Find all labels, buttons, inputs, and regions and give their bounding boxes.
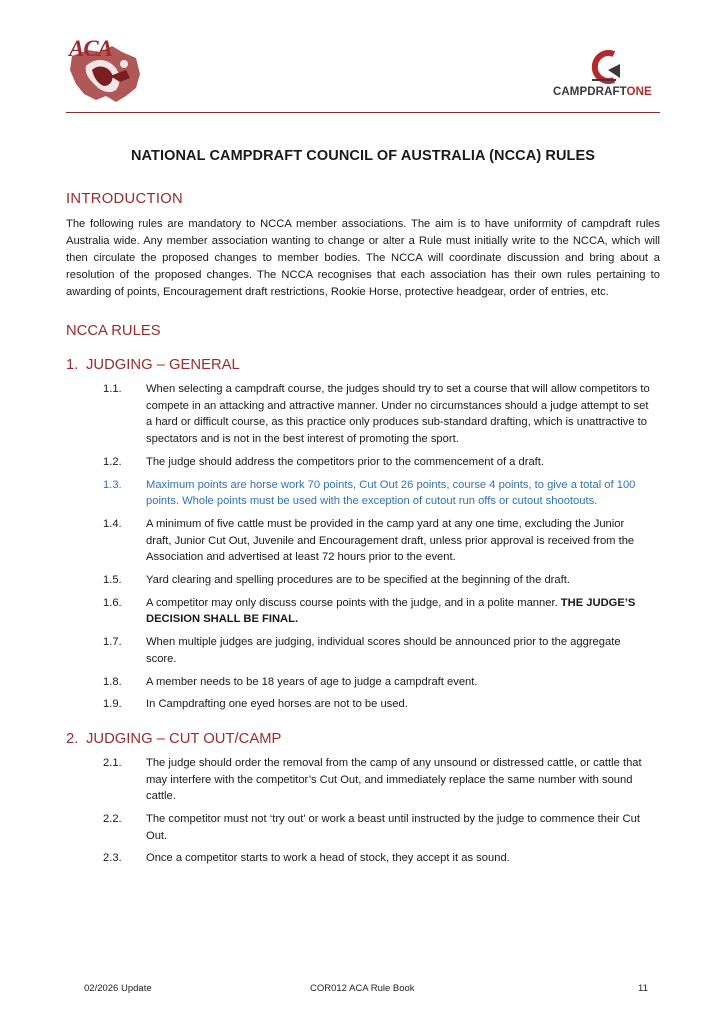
rule-2-1: 2.1. The judge should order the removal from the camp of any unsound or distressed cattle, or cattle that may interfere with the competitor’s Cut Out, and immediately replace the same number with sound cattle. (103, 756, 642, 803)
rule-1-4: 1.4. A minimum of five cattle must be provided in the camp yard at any one time, excluding the Junior draft, Junior Cut Out, Juvenile and Encouragement draft, unless prior approval is received from the Association and advertised at least 72 hours prior to the event. (103, 517, 635, 564)
page-header (0, 0, 723, 118)
ncca-rules-heading: NCCA RULES (66, 323, 161, 339)
aca-logo-text: ACA (69, 36, 113, 61)
rule-1-6: 1.6. A competitor may only discuss course points with the judge, and in a polite manner. THE JUDGE’S DECISION SHALL BE FINAL. (103, 596, 636, 626)
section-heading-judging-general: 1. JUDGING – GENERAL (66, 357, 240, 373)
rule-1-7: 1.7. When multiple judges are judging, individual scores should be announced prior to the aggregate score. (103, 636, 621, 665)
header-divider (66, 112, 660, 113)
footer-page-number: 11 (638, 983, 648, 994)
rule-2-2: 2.2. The competitor must not ‘try out’ or work a beast until instructed by the judge to commence their Cut Out. (103, 813, 640, 842)
rule-2-3: 2.3. Once a competitor starts to work a head of stock, they accept it as sound. (103, 852, 510, 865)
introduction-heading: INTRODUCTION (66, 191, 184, 207)
final-decision-emphasis: THE JUDGE’S DECISION SHALL BE FINAL. (146, 596, 636, 626)
rule-1-9: 1.9. In Campdrafting one eyed horses are not to be used. (103, 698, 408, 711)
section-heading-judging-cut-out-camp: 2. JUDGING – CUT OUT/CAMP (66, 730, 282, 747)
introduction-paragraph: The following rules are mandatory to NCCA member associations. The aim is to have uniformity of campdraft rules Australia wide. Any member association wanting to change or alter a Rule must initially write to the NCCA, which will then circulate the proposed changes to member bodies. The NCCA will coordinate discussion and bring about a resolution of the proposed changes. The NCCA recognises that each association has their own rules pertaining to awarding of points, Encouragement draft restrictions, Rookie Horse, protective headgear, order of entries, etc. (66, 218, 660, 298)
campdraft-one-wordmark: CAMPDRAFTONE (553, 86, 652, 98)
rule-1-2: 1.2. The judge should address the competitors prior to the commencement of a draft. (103, 455, 544, 468)
footer-update-date: 02/2026 Update (84, 983, 152, 994)
rule-1-8: 1.8. A member needs to be 18 years of age to judge a campdraft event. (103, 675, 478, 688)
rule-1-3: 1.3. Maximum points are horse work 70 points, Cut Out 26 points, course 4 points, to give a total of 100 points. Whole points must be used with the exception of cutout run offs or cutout shootouts. (103, 478, 636, 508)
rule-1-1: 1.1. When selecting a campdraft course, the judges should try to set a course that will allow competitors to compete in an attacking and attractive manner. Under no circumstances should a judge attempt to set a hard or difficult course, as this practice only produces sub-standard drafting, which is unattractive to spectators and is not in the best interest of promoting the sport. (103, 383, 650, 446)
footer-document-code: COR012 ACA Rule Book (310, 983, 415, 994)
document-title: NATIONAL CAMPDRAFT COUNCIL OF AUSTRALIA (NCCA) RULES (130, 148, 596, 164)
rule-1-5: 1.5. Yard clearing and spelling procedures are to be specified at the beginning of the draft. (103, 574, 570, 587)
page-content (66, 140, 660, 867)
